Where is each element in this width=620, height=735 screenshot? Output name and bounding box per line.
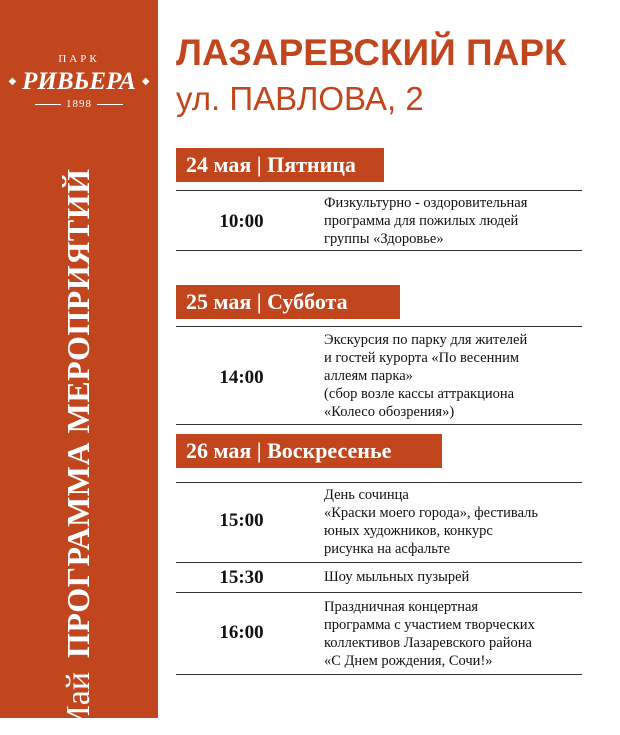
logo-rule [97,104,123,105]
divider [176,424,582,425]
logo-year: 1898 [66,98,92,110]
divider [176,250,582,251]
event-description: Шоу мыльных пузырей [324,569,470,585]
sidebar [0,0,158,735]
event-description: Праздничная концертная программа с участием творческих коллективов Лазаревского района «С Днем рождения, Сочи!» [324,599,535,669]
divider [176,190,582,191]
logo-rule [35,104,61,105]
event-description: Экскурсия по парку для жителей и гостей курорта «По весенним аллеям парка» (сбор возле кассы аттракциона «Колесо обозрения») [324,332,528,420]
divider [176,482,582,483]
riviera-park-logo [0,52,158,110]
event-description: Физкультурно - оздоровительная программа для пожилых людей группы «Здоровье» [324,195,528,247]
logo-dot-icon: ◆ [8,76,17,87]
divider [176,326,582,327]
day-header: 25 мая | Суббота [176,285,400,319]
event-time: 15:00 [219,510,264,531]
day-header: 24 мая | Пятница [176,148,384,182]
vertical-program-title [60,169,98,735]
park-title: ЛАЗАРЕВСКИЙ ПАРК [176,32,567,73]
event-time: 10:00 [219,211,264,232]
day-header: 26 мая | Воскресенье [176,434,442,468]
divider [176,562,582,563]
divider [176,674,582,675]
event-time: 15:30 [219,567,264,588]
logo-dot-icon: ◆ [141,76,150,87]
month-label: Май [60,671,97,735]
logo-name: РИВЬЕРА [22,68,136,95]
divider [176,592,582,593]
event-description: День сочинца «Краски моего города», фестиваль юных художников, конкурс рисунка на асфальте [324,487,538,557]
event-time: 14:00 [219,367,264,388]
park-address: ул. ПАВЛОВА, 2 [176,80,424,117]
program-label: ПРОГРАММА МЕРОПРИЯТИЙ [60,168,96,658]
event-time: 16:00 [219,622,264,643]
logo-park-label: ПАРК [58,53,100,65]
